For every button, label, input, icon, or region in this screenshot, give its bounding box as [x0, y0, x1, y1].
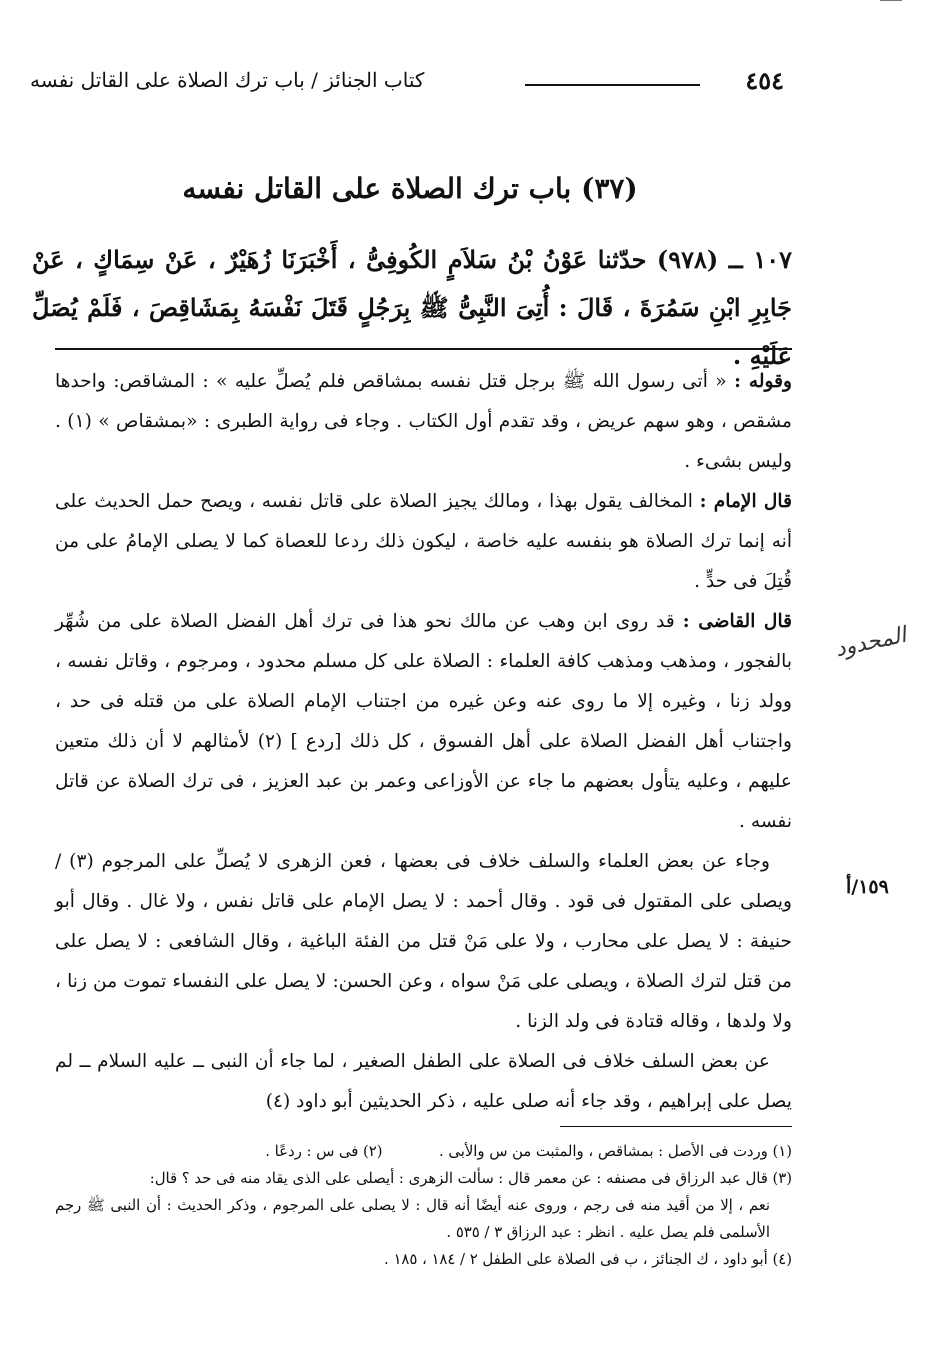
- scan-mark: [880, 0, 902, 1]
- header-rule: [525, 84, 700, 86]
- footnote-4: (٤) أبو داود ، ك الجنائز ، ب فى الصلاة على الطفل ٢ / ١٨٤ ، ١٨٥ .: [384, 1251, 792, 1268]
- footnote-line: [55, 1138, 792, 1165]
- hadith-text: ١٠٧ ــ (٩٧٨) حدّثنا عَوْنُ بْنُ سَلاَمٍ الكُوفِىُّ ، أَخْبَرَنَا زُهَيْرٌ ، عَنْ سِمَاكٍ ، عَنْ جَابِرِ ابْنِ سَمُرَةَ ، قَالَ : أُتِىَ النَّبِىُّ ﷺ بِرَجُلٍ قَتَلَ نَفْسَهُ بِمَشَاقِصَ ، فَلَمْ يُصَلِّ عَلَيْهِ .: [32, 245, 792, 370]
- footnote-2: (٢) فى س : ردعًا .: [265, 1143, 383, 1160]
- commentary-paragraph: [55, 842, 792, 1042]
- running-title: كتاب الجنائز / باب ترك الصلاة على القاتل نفسه: [30, 68, 425, 92]
- commentary: [55, 362, 792, 1122]
- footnote-divider: [560, 1126, 792, 1127]
- paragraph-text: المخالف يقول بهذا ، ومالك يجيز الصلاة على قاتل نفسه ، ويصح حمل الحديث على أنه إنما ترك الصلاة هو بنفسه عليه خاصة ، ليكون ذلك ردعا للعصاة كما لا يصلى الإمامُ على من قُتِلَ فى حدٍّ .: [55, 491, 792, 592]
- paragraph-text: قد روى ابن وهب عن مالك نحو هذا فى ترك أهل الفضل الصلاة على من شُهِّر بالفجور ، ومذهب ومذهب كافة العلماء : الصلاة على كل مسلم محدود ، ومرجوم ، وقاتل نفسه ، وولد زنا ، وغيره إلا ما روى عنه وعن غيره من اجتناب الإمام الصلاة على من قتله فى حد ، واجتناب أهل الفضل الصلاة على أهل الفسوق ، كل ذلك [ردع ] (٢) لأمثالهم لا أن ذلك متعين عليهم ، وعليه يتأول بعضهم ما جاء عن الأوزاعى وعمر بن عبد العزيز ، فى ترك الصلاة عن قاتل نفسه .: [55, 611, 792, 832]
- page-number: ٤٥٤: [745, 66, 784, 95]
- section-divider: [55, 348, 792, 350]
- paragraph-lead: وقوله :: [734, 371, 793, 392]
- paragraph-text: « أتى رسول الله ﷺ برجل قتل نفسه بمشاقص فلم يُصلِّ عليه » : المشاقص: واحدها مشقص ، وهو سهم عريض ، وقد تقدم أول الكتاب . وجاء فى رواية الطبرى : «بمشقاص » (١) . وليس بشىء .: [55, 371, 793, 472]
- paragraph-text: عن بعض السلف خلاف فى الصلاة على الطفل الصغير ، لما جاء أن النبى ــ عليه السلام ــ لم يصل على إبراهيم ، وقد جاء أنه صلى عليه ، ذكر الحديثين أبو داود (٤): [55, 1051, 792, 1112]
- footnote-1: (١) وردت فى الأصل : بمشاقص ، والمثبت من س والأبى .: [438, 1143, 792, 1160]
- margin-page-reference: ١٥٩/أ: [846, 876, 889, 898]
- paragraph-lead: قال الإمام :: [699, 491, 792, 512]
- footnote-3-continued: نعم ، إلا من أقيد منه فى رجم ، وروى عنه أيضًا أنه قال : لا يصلى على المرجوم ، وذكر الحديث : أن النبى ﷺ رجم الأسلمى فلم يصل عليه . انظر : عبد الرزاق ٣ / ٥٣٥ .: [55, 1197, 770, 1241]
- commentary-paragraph: [55, 362, 792, 482]
- margin-handwritten-note: المحدود: [833, 622, 909, 663]
- commentary-paragraph: [55, 482, 792, 602]
- chapter-title: (٣٧) باب ترك الصلاة على القاتل نفسه: [182, 172, 638, 205]
- footnotes: [55, 1138, 792, 1273]
- paragraph-text: وجاء عن بعض العلماء والسلف خلاف فى بعضها ، فعن الزهرى لا يُصلِّ على المرجوم (٣) / ويصلى على المقتول فى قود . وقال أحمد : لا يصل الإمام على قاتل نفس ، ولا غال . وقال أبو حنيفة : لا يصل على محارب ، ولا على مَنْ قتل من الفئة الباغية ، وقال الشافعى : لا يصل على من قتل لترك الصلاة ، ويصلى على مَنْ سواه ، وعن الحسن: لا يصل على النفساء تموت من زنا ، ولا ولدها ، وقاله قتادة فى ولد الزنا .: [55, 851, 792, 1032]
- commentary-paragraph: [55, 1042, 792, 1122]
- commentary-paragraph: [55, 602, 792, 842]
- paragraph-lead: قال القاضى :: [682, 611, 792, 632]
- running-header: [30, 58, 792, 98]
- footnote-3: (٣) قال عبد الرزاق فى مصنفه : عن معمر قال : سألت الزهرى : أيصلى على الذى يقاد منه فى حد ؟ قال:: [149, 1170, 792, 1187]
